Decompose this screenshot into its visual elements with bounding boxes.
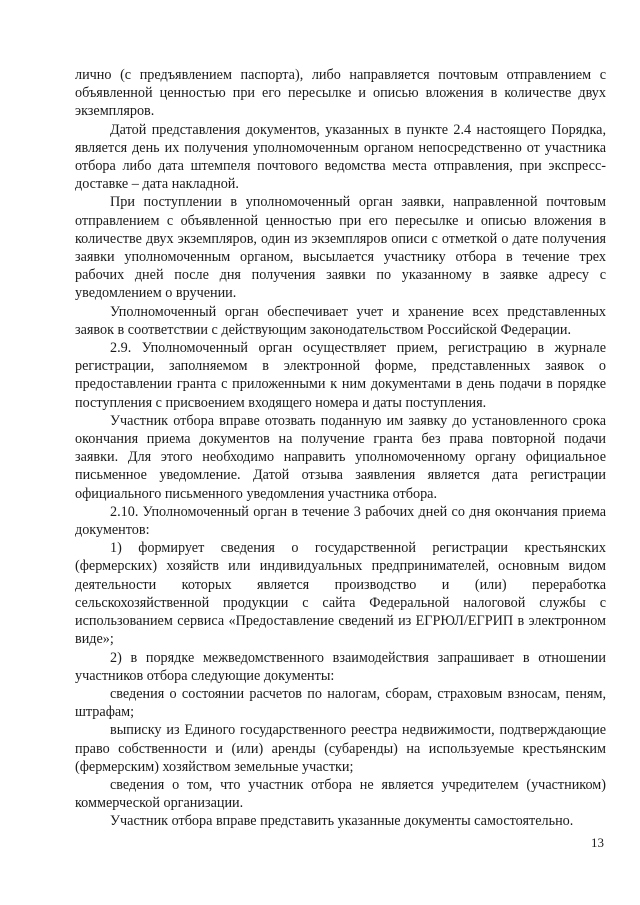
paragraph-postal-receipt: При поступлении в уполномоченный орган заявки, направленной почтовым отправлением с объявленной ценностью при его пересылке и описью вложения в количестве двух экземпляров, один из экземпляров описи с отметкой о дате получения заявки уполномоченным органом, высылается участнику отбора в течение трех рабочих дней после дня получения заявки по указанному в заявке адресу с уведомлением о вручении. bbox=[75, 194, 606, 302]
paragraph-continuation: лично (с предъявлением паспорта), либо направляется почтовым отправлением с объявленной ценностью при его пересылке и описью вложения в количестве двух экземпляров. bbox=[75, 67, 606, 120]
list-item-2: 2) в порядке межведомственного взаимодействия запрашивает в отношении участников отбора следующие документы: bbox=[75, 649, 606, 684]
list-item-1: 1) формирует сведения о государственной регистрации крестьянских (фермерских) хозяйств или индивидуальных предпринимателей, основным видом деятельности которых является производство и (или) переработка сельскохозяйственной продукции с сайта Федеральной налоговой службы с использованием сервиса «Предоставление сведений из ЕГРЮЛ/ЕГРИП в электронном виде»; bbox=[75, 540, 606, 648]
paragraph-2-10: 2.10. Уполномоченный орган в течение 3 рабочих дней со дня окончания приема документов: bbox=[75, 503, 606, 539]
paragraph-storage: Уполномоченный орган обеспечивает учет и хранение всех представленных заявок в соответствии с действующим законодательством Российской Федерации. bbox=[75, 303, 606, 338]
paragraph-2-9: 2.9. Уполномоченный орган осуществляет прием, регистрацию в журнале регистрации, заполняемом в электронной форме, представленных заявок о предоставлении гранта с приложенными к ним документами в день подачи в порядке поступления с присвоением входящего номера и даты поступления. bbox=[75, 340, 606, 411]
paragraph-self-submission: Участник отбора вправе представить указанные документы самостоятельно. bbox=[110, 813, 574, 830]
paragraph-submission-date: Датой представления документов, указанных в пункте 2.4 настоящего Порядка, является день их получения уполномоченным органом непосредственно от участника отбора либо дата штемпеля почтового ведомства места отправления, при экспресс-доставке – дата накладной. bbox=[75, 121, 606, 193]
page-number: 13 bbox=[591, 835, 604, 850]
paragraph-withdrawal: Участник отбора вправе отозвать поданную им заявку до установленного срока окончания приема документов на получение гранта без права повторной подачи заявки. Для этого необходимо направить уполномоченному органу официальное письменное уведомление. Датой отзыва заявления является дата регистрации официального письменного уведомления участника отбора. bbox=[75, 412, 606, 502]
document-body bbox=[75, 66, 606, 831]
paragraph-founder-info: сведения о том, что участник отбора не является учредителем (участником) коммерческой организации. bbox=[75, 776, 606, 812]
paragraph-registry-extract: выписку из Единого государственного реестра недвижимости, подтверждающие право собственности и (или) аренды (субаренды) на используемые крестьянским (фермерским) хозяйством земельные участки; bbox=[75, 722, 606, 775]
paragraph-tax-info: сведения о состоянии расчетов по налогам, сборам, страховым взносам, пеням, штрафам; bbox=[75, 685, 606, 721]
